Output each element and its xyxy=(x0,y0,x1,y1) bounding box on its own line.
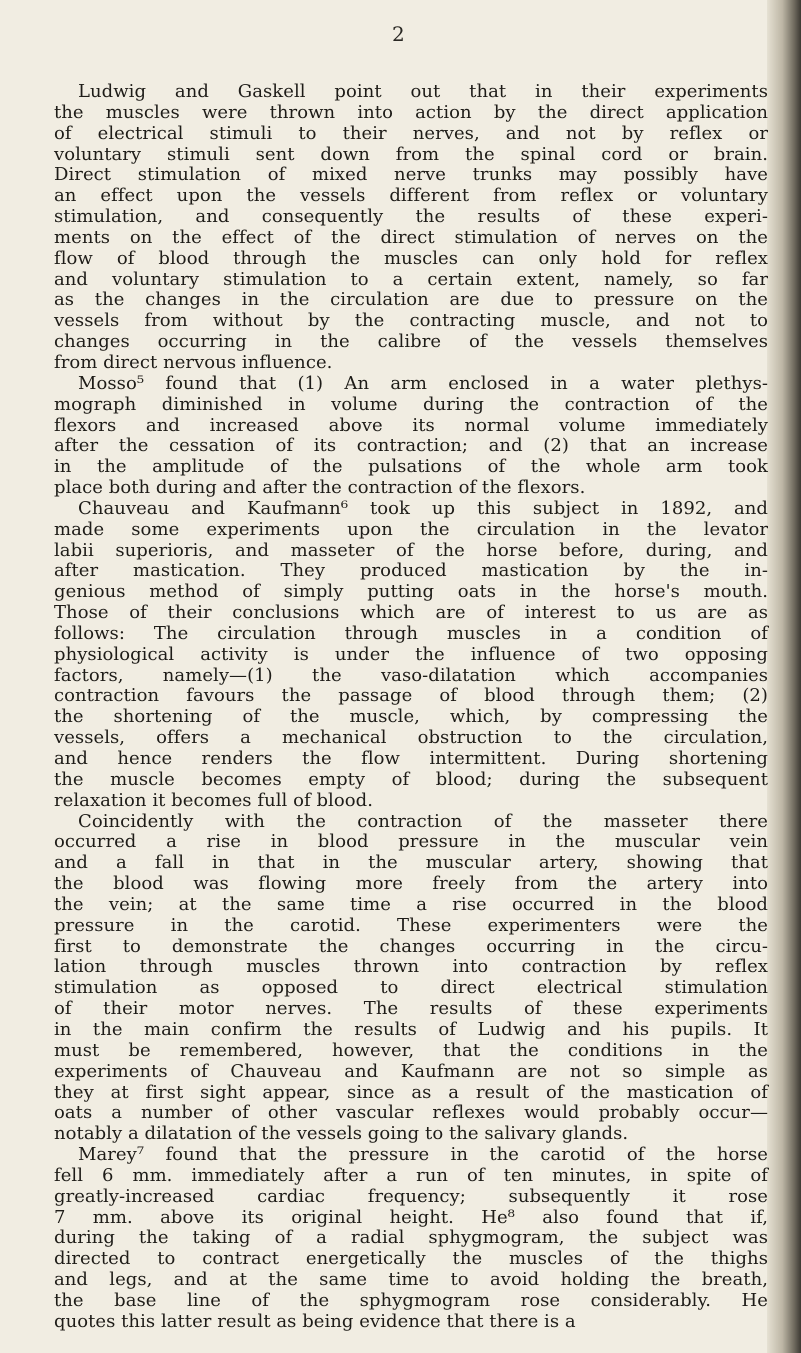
text-line: relaxation it becomes full of blood. xyxy=(54,789,373,811)
text-line: flow of blood through the muscles can only hold for reflex xyxy=(54,247,768,269)
text-line: an effect upon the vessels different from reflex or voluntary xyxy=(54,185,768,207)
text-line: 7 mm. above its original height. He⁸ also found that if, xyxy=(54,1206,768,1228)
text-line: Direct stimulation of mixed nerve trunks may possibly have xyxy=(54,164,768,186)
text-line: genious method of simply putting oats in the horse's mouth. xyxy=(54,581,768,603)
text-line: labii superioris, and masseter of the horse before, during, and xyxy=(54,539,768,561)
paragraph xyxy=(54,82,768,374)
text-line: Chauveau and Kaufmann⁶ took up this subject in 1892, and xyxy=(78,497,768,519)
body-text xyxy=(54,82,768,1333)
text-line: notably a dilatation of the vessels going to the salivary glands. xyxy=(54,1123,629,1145)
text-line: factors, namely—(1) the vaso-dilatation which accompanies xyxy=(54,664,768,686)
text-line: first to demonstrate the changes occurring in the circu- xyxy=(54,935,768,957)
text-line: must be remembered, however, that the conditions in the xyxy=(54,1039,768,1061)
text-line: greatly-increased cardiac frequency; subsequently it rose xyxy=(54,1185,768,1207)
text-line: changes occurring in the calibre of the vessels themselves xyxy=(54,331,768,353)
text-line: pressure in the carotid. These experimenters were the xyxy=(54,914,768,936)
paragraph xyxy=(54,374,768,499)
text-line: Mosso⁵ found that (1) An arm enclosed in a water plethys- xyxy=(78,372,768,394)
text-line: from direct nervous influence. xyxy=(54,351,333,373)
text-line: Marey⁷ found that the pressure in the carotid of the horse xyxy=(78,1144,768,1166)
text-line: stimulation as opposed to direct electrical stimulation xyxy=(54,977,768,999)
text-line: the shortening of the muscle, which, by compressing the xyxy=(54,706,768,728)
text-line: Ludwig and Gaskell point out that in their experiments xyxy=(78,81,768,102)
text-line: of electrical stimuli to their nerves, and not by reflex or xyxy=(54,122,768,144)
text-line: they at first sight appear, since as a result of the mastication of xyxy=(54,1081,768,1103)
text-line: oats a number of other vascular reflexes would probably occur— xyxy=(54,1102,768,1124)
page-edge-shadow xyxy=(767,0,801,1353)
text-line: stimulation, and consequently the results of these experi- xyxy=(54,206,768,228)
text-line: flexors and increased above its normal volume immediately xyxy=(54,414,768,436)
text-line: Those of their conclusions which are of interest to us are as xyxy=(54,602,768,624)
text-line: the muscles were thrown into action by the direct application xyxy=(54,101,768,123)
paragraph xyxy=(54,1145,768,1333)
text-line: mograph diminished in volume during the contraction of the xyxy=(54,393,768,415)
text-line: during the taking of a radial sphygmogram, the subject was xyxy=(54,1227,768,1249)
text-line: place both during and after the contraction of the flexors. xyxy=(54,477,586,499)
text-line: contraction favours the passage of blood through them; (2) xyxy=(54,685,768,707)
text-line: made some experiments upon the circulation in the levator xyxy=(54,518,768,540)
page-number: 2 xyxy=(392,22,405,46)
text-line: fell 6 mm. immediately after a run of ten minutes, in spite of xyxy=(54,1164,768,1186)
text-line: physiological activity is under the influence of two opposing xyxy=(54,643,768,665)
text-line: lation through muscles thrown into contraction by reflex xyxy=(54,956,768,978)
text-line: after mastication. They produced mastication by the in- xyxy=(54,560,768,582)
text-line: and voluntary stimulation to a certain extent, namely, so far xyxy=(54,268,768,290)
text-line: and a fall in that in the muscular artery, showing that xyxy=(54,852,768,874)
text-line: follows: The circulation through muscles in a condition of xyxy=(54,622,768,644)
paragraph xyxy=(54,499,768,812)
text-line: and hence renders the flow intermittent. During shortening xyxy=(54,748,768,769)
text-line: of their motor nerves. The results of these experiments xyxy=(54,998,768,1020)
text-line: voluntary stimuli sent down from the spinal cord or brain. xyxy=(54,143,768,165)
text-line: in the amplitude of the pulsations of the whole arm took xyxy=(54,456,768,478)
text-line: vessels from without by the contracting muscle, and not to xyxy=(54,310,768,332)
text-line: as the changes in the circulation are due to pressure on the xyxy=(54,289,768,311)
text-line: the blood was flowing more freely from the artery into xyxy=(54,873,768,895)
text-line: after the cessation of its contraction; and (2) that an increase xyxy=(54,435,768,457)
text-line: and legs, and at the same time to avoid holding the breath, xyxy=(54,1269,768,1291)
paragraph xyxy=(54,812,768,1146)
text-line: ments on the effect of the direct stimulation of nerves on the xyxy=(54,226,768,248)
text-line: the vein; at the same time a rise occurred in the blood xyxy=(54,893,768,915)
text-line: experiments of Chauveau and Kaufmann are not so simple as xyxy=(54,1060,768,1082)
text-line: in the main confirm the results of Ludwig and his pupils. It xyxy=(54,1018,768,1040)
text-line: directed to contract energetically the muscles of the thighs xyxy=(54,1248,768,1270)
text-line: Coincidently with the contraction of the masseter there xyxy=(78,810,768,832)
text-line: vessels, offers a mechanical obstruction to the circulation, xyxy=(54,727,768,749)
text-line: occurred a rise in blood pressure in the muscular vein xyxy=(54,831,768,853)
text-line: the base line of the sphygmogram rose considerably. He xyxy=(54,1289,768,1311)
text-line: the muscle becomes empty of blood; during the subsequent xyxy=(54,768,768,790)
text-line: quotes this latter result as being evidence that there is a xyxy=(54,1310,576,1332)
